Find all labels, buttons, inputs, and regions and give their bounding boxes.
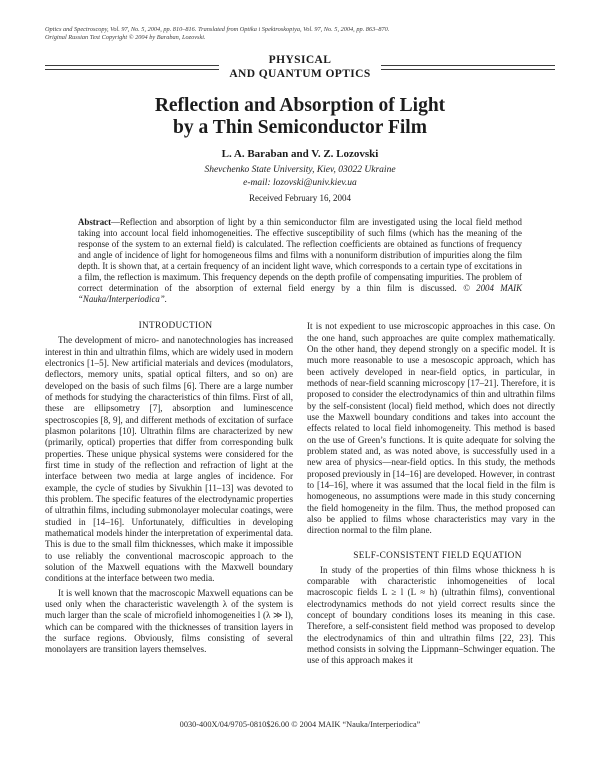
issn-footer-line: 0030-400X/04/9705-0810$26.00 © 2004 MAIK “Nauka/Interperiodica” xyxy=(179,720,421,729)
paper-title-line1: Reflection and Absorption of Light xyxy=(154,95,446,117)
journal-citation-line: Optics and Spectroscopy, Vol. 97, No. 5, 2004, pp. 810–816. Translated from Optika i Spektroskopiya, Vol. 97, No. 5, 2004, pp. 863–870. xyxy=(45,26,390,33)
two-column-body xyxy=(45,321,555,667)
abstract-paragraph xyxy=(78,217,522,305)
introduction-paragraph-1: The development of micro- and nanotechnologies has increased interest in thin and ultrathin films, which are widely used in modern electronics [1–5]. New artificial materials and devices (modulators, deflectors, memory units, spatial optical filters, and so on) are developed on the basis of such films [6]. There are a large number of methods for studying the characteristics of thin films. First of all, these are ellipsometry [7], absorption and luminescence spectroscopies [8, 9], and different methods of excitation of surface plasmon polaritons [10]. Ultrathin films are characterized by new (primarily, optical) properties that differ from corresponding bulk properties. These unique physical systems were considered for the first time in study of the reflection and refraction of light at the interface between two media at large angles of incidence. For example, the cycle of studies by Sivukhin [11–13] was devoted to this problem. The specific features of the electrodynamic properties of ultrathin films, including submonolayer molecular coatings, were studied in [14–16]. Unfortunately, difficulties in developing mathematical models hinder the interpretation of experimental data. This is due to the small film thicknesses, which make it impossible to use reliably the conventional macroscopic approach to the solution of the Maxwell equations with the Maxwell boundary conditions at the interface between two media. xyxy=(45,335,293,584)
copyright-line: Original Russian Text Copyright © 2004 by Baraban, Lozovski. xyxy=(45,33,206,41)
received-date-line: Received February 16, 2004 xyxy=(249,193,351,204)
right-column xyxy=(307,321,555,667)
introduction-heading: INTRODUCTION xyxy=(138,321,213,332)
self-consistent-field-paragraph-1: In study of the properties of thin films whose thickness h is comparable with characteristic inhomogeneities of local macroscopic fields L ≥ l (L ≈ h) (ultrathin films), conventional electrodynamics methods do not yield correct results since the concept of boundary conditions loses its meaning in this case. Therefore, a self-consistent field method was proposed to develop the electrodynamics of thin and ultrathin films [22, 23]. This method consists in solving the Lippmann–Schwinger equation. The use of this approach makes it xyxy=(307,564,555,666)
banner-rule-right xyxy=(381,65,555,70)
left-column xyxy=(45,321,293,667)
introduction-paragraph-2: It is well known that the macroscopic Maxwell equations can be used only when the characteristic wavelength λ of the system is much larger than the scale of microfield inhomogeneities l (λ ≫ l), which can be compared with the thicknesses of transition layers in the surface regions. Obviously, films consisting of several monolayers are transition layers themselves. xyxy=(45,587,293,655)
section-banner-line1: PHYSICAL xyxy=(268,54,332,67)
section-banner xyxy=(45,54,555,81)
abstract-copyright: © 2004 MAIK “Nauka/Interperiodica”. xyxy=(78,283,522,305)
right-column-paragraph-1: It is not expedient to use microscopic approaches in this case. On the one hand, such approaches are quite complex mathematically. On the other hand, they depend strongly on a specific model. It is much more reasonable to use a mesoscopic approach, which has been actively developed in near-field optics, in particular, in methods of near-field scanning microscopy [17–21]. Therefore, it is proposed to consider the electrodynamics of thin and ultrathin films by the self-consistent (local) field method, which does not directly use the Maxwell boundary conditions and takes into account the effects related to local field inhomogeneity. This method is based on the use of Green’s functions. It is quite adequate for solving the problem stated and, as was noted above, is successfully used in a new area of physics—near-field optics. In this study, the methods proposed previously in [14–16] are developed. However, in contrast to [14–16], where it was assumed that the local field in the film is homogeneous, no assumptions were made in this study concerning the field homogeneity in the film. Thus, the method proposed can also be applied to films whose characteristics may vary in the direction normal to the film plane. xyxy=(307,321,555,536)
section-banner-line2: AND QUANTUM OPTICS xyxy=(229,67,371,80)
paper-title xyxy=(45,95,555,139)
banner-rule-left xyxy=(45,65,219,70)
paper-title-line2: by a Thin Semiconductor Film xyxy=(173,117,427,139)
section-banner-title xyxy=(219,54,380,81)
abstract-label: Abstract xyxy=(78,217,112,228)
affiliation-line: Shevchenko State University, Kiev, 03022 Ukraine xyxy=(204,165,396,176)
authors-line: L. A. Baraban and V. Z. Lozovski xyxy=(221,148,379,161)
self-consistent-field-heading: SELF-CONSISTENT FIELD EQUATION xyxy=(353,550,522,561)
email-line: e-mail: lozovski@univ.kiev.ua xyxy=(243,178,357,189)
abstract-text: —Reflection and absorption of light by a thin semiconductor film are investigated using the local field method taking into account local field inhomogeneities. The effective susceptibility of such films (which has the meaning of the response of the system to an external field) is calculated. The reflection coefficients are obtained as functions of frequency and angle of incidence of light for homogeneous films and films with a nonuniform distribution of impurities along the film depth. It is shown that, at a certain frequency of an incident light wave, which corresponds to a certain type of excitations in a film, the reflection is maximum. This frequency depends on the depth profile of compensating impurities. The problem of correct determination of the absorption of external field energy by a thin film is discussed. xyxy=(78,217,522,294)
